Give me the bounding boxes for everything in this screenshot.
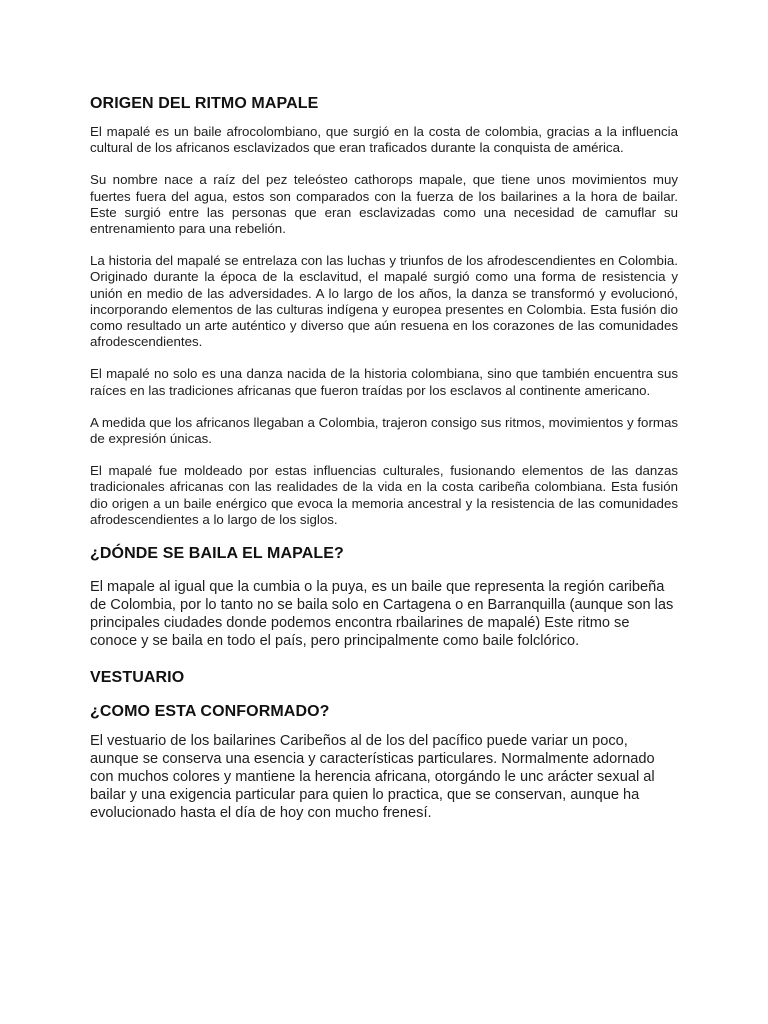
paragraph-donde: El mapale al igual que la cumbia o la puya, es un baile que representa la región caribeña de Colombia, por lo tanto no se baila solo en Cartagena o en Barranquilla (aunque son las principales ciudades donde podemos encontra rbailarines de mapalé) Este ritmo se conoce y se baila en todo el país, pero principalmente como baile folclórico.	[90, 579, 674, 650]
subheading-como-esta-conformado: ¿COMO ESTA CONFORMADO?	[90, 703, 330, 721]
paragraph-vestuario: El vestuario de los bailarines Caribeños al de los del pacífico puede variar un poco, aunque se conserva una esencia y características particulares. Normalmente adornado con muchos colores y mantiene la herencia africana, otorgándo le unc arácter sexual al bailar y una exigencia particular para quien lo practica, que se conservan, aunque ha evolucionado hasta el día de hoy con mucho frenesí.	[90, 733, 655, 822]
heading-origen-del-ritmo-mapale: ORIGEN DEL RITMO MAPALE	[90, 95, 319, 112]
paragraph-origen-1: El mapalé es un baile afrocolombiano, que surgió en la costa de colombia, gracias a la influencia cultural de los africanos esclavizados que eran traficados durante la conquista de américa.	[90, 124, 678, 156]
paragraph-origen-5: A medida que los africanos llegaban a Colombia, trajeron consigo sus ritmos, movimientos y formas de expresión únicas.	[90, 414, 678, 447]
paragraph-origen-3: La historia del mapalé se entrelaza con las luchas y triunfos de los afrodescendientes en Colombia. Originado durante la época de la esclavitud, el mapalé surgió como una forma de resistencia y unión en medio de las adversidades. A lo largo de los años, la danza se transformó y evolucionó, incorporando elementos de las culturas indígena y europea presentes en Colombia. Esta fusión dio como resultado un arte auténtico y diverso que aún resuena en los corazones de las comunidades afrodescendientes.	[90, 253, 678, 350]
heading-donde-se-baila: ¿DÓNDE SE BAILA EL MAPALE?	[90, 545, 344, 563]
paragraph-origen-4: El mapalé no solo es una danza nacida de la historia colombiana, sino que también encuentra sus raíces en las tradiciones africanas que fueron traídas por los esclavos al continente americano.	[90, 366, 678, 398]
paragraph-origen-2: Su nombre nace a raíz del pez teleósteo cathorops mapale, que tiene unos movimientos muy fuertes fuera del agua, estos son comparados con la fuerza de los bailarines a la hora de bailar. Este surgió entre las personas que eran esclavizadas como una necesidad de camuflar su entrenamiento para una rebelión.	[90, 172, 678, 237]
paragraph-origen-6: El mapalé fue moldeado por estas influencias culturales, fusionando elementos de las danzas tradicionales africanas con las realidades de la vida en la costa caribeña colombiana. Esta fusión dio origen a un baile enérgico que evoca la memoria ancestral y la resistencia de las comunidades afrodescendientes a lo largo de los siglos.	[90, 463, 678, 527]
heading-vestuario: VESTUARIO	[90, 669, 185, 687]
document-content	[90, 94, 678, 822]
